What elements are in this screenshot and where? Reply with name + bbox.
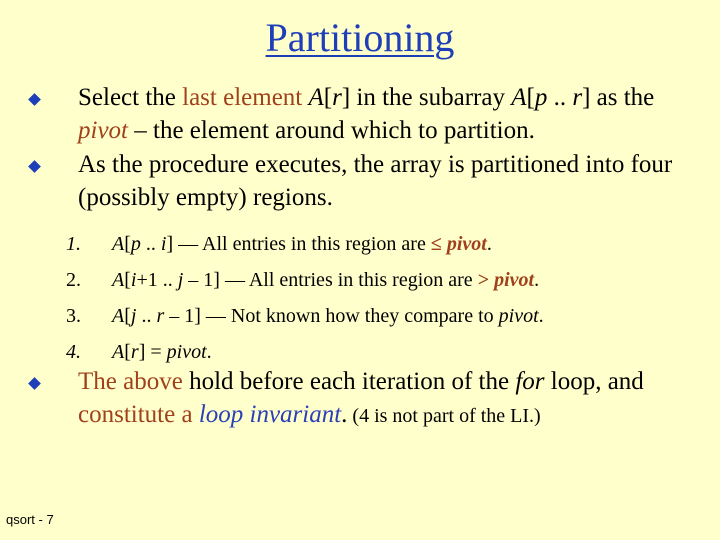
diamond-bullet-icon xyxy=(28,377,41,390)
list-number: 2. xyxy=(66,269,81,291)
bullet-text: ] as the xyxy=(582,84,655,111)
list-number: 3. xyxy=(66,305,81,327)
diamond-bullet-icon xyxy=(28,160,41,173)
bullet-loop-invariant xyxy=(78,365,708,433)
bullet-select-pivot xyxy=(78,81,708,147)
list-number: 1. xyxy=(66,233,81,255)
symbol-j: j xyxy=(130,305,137,327)
emphasis-the-above: The above xyxy=(78,368,183,395)
symbol-r: r xyxy=(156,305,165,327)
list-item-text xyxy=(112,298,544,334)
slide-footer: qsort - 7 xyxy=(6,512,54,527)
gt-symbol: > xyxy=(477,269,495,291)
symbol-r: r xyxy=(130,341,139,363)
period: . xyxy=(206,341,212,363)
bullet-text: ] in the subarray xyxy=(341,84,512,111)
bullet-four-regions: As the procedure executes, the array is partitioned into four (possibly empty) regions. xyxy=(78,151,673,211)
list-item-text xyxy=(112,226,492,262)
symbol-A: A xyxy=(308,84,324,111)
bracket: [ xyxy=(323,84,333,111)
keyword-for: for xyxy=(515,368,545,395)
emphasis-pivot: pivot xyxy=(78,117,128,144)
period: . xyxy=(341,401,348,428)
bracket: [ xyxy=(526,84,535,111)
list-text: ] = xyxy=(138,341,167,363)
symbol-A: A xyxy=(112,341,125,363)
symbol-p: p xyxy=(534,84,548,111)
list-item xyxy=(66,298,706,334)
symbol-i: i xyxy=(130,269,137,291)
emphasis-pivot: pivot xyxy=(446,233,487,255)
range-dots: .. xyxy=(547,84,573,111)
region-list xyxy=(66,226,706,370)
period: . xyxy=(486,233,492,255)
bracket: [ xyxy=(124,341,131,363)
symbol-r: r xyxy=(332,84,342,111)
symbol-A: A xyxy=(112,233,125,255)
symbol-r: r xyxy=(572,84,583,111)
note-li: (4 is not part of the LI.) xyxy=(347,405,541,427)
bullet-text: hold before each iteration of the xyxy=(182,368,516,395)
pivot-word: pivot xyxy=(498,305,539,327)
symbol-A: A xyxy=(112,305,125,327)
slide-title: Partitioning xyxy=(265,15,455,60)
symbol-A: A xyxy=(112,269,125,291)
bracket: [ xyxy=(124,233,131,255)
emphasis-constitute: constitute a xyxy=(78,401,193,428)
symbol-j: j xyxy=(177,269,184,291)
period: . xyxy=(534,269,540,291)
range-dots: +1 .. xyxy=(136,269,178,291)
list-item xyxy=(66,262,706,298)
list-text: – 1] — All entries in this region are xyxy=(183,269,478,291)
list-text: ] — All entries in this region are xyxy=(166,233,431,255)
symbol-p: p xyxy=(130,233,141,255)
bracket: [ xyxy=(124,269,131,291)
list-item xyxy=(66,226,706,262)
emphasis-last-element: last element xyxy=(182,84,303,111)
symbol-A: A xyxy=(511,84,527,111)
diamond-bullet-icon xyxy=(28,93,41,106)
range-dots: .. xyxy=(140,233,161,255)
period: . xyxy=(538,305,544,327)
list-text: – 1] — Not known how they compare to xyxy=(164,305,499,327)
list-number: 4. xyxy=(66,341,81,363)
symbol-i: i xyxy=(160,233,167,255)
bullet-text: Select the xyxy=(78,84,183,111)
le-symbol: ≤ xyxy=(430,233,447,255)
pivot-word: pivot xyxy=(166,341,207,363)
list-item-text xyxy=(112,262,539,298)
range-dots: .. xyxy=(136,305,157,327)
bracket: [ xyxy=(124,305,131,327)
bullet-text: – the element around which to partition. xyxy=(128,117,535,144)
bullet-text: loop, and xyxy=(544,368,644,395)
emphasis-pivot: pivot xyxy=(494,269,535,291)
emphasis-loop-invariant: loop invariant xyxy=(198,401,342,428)
